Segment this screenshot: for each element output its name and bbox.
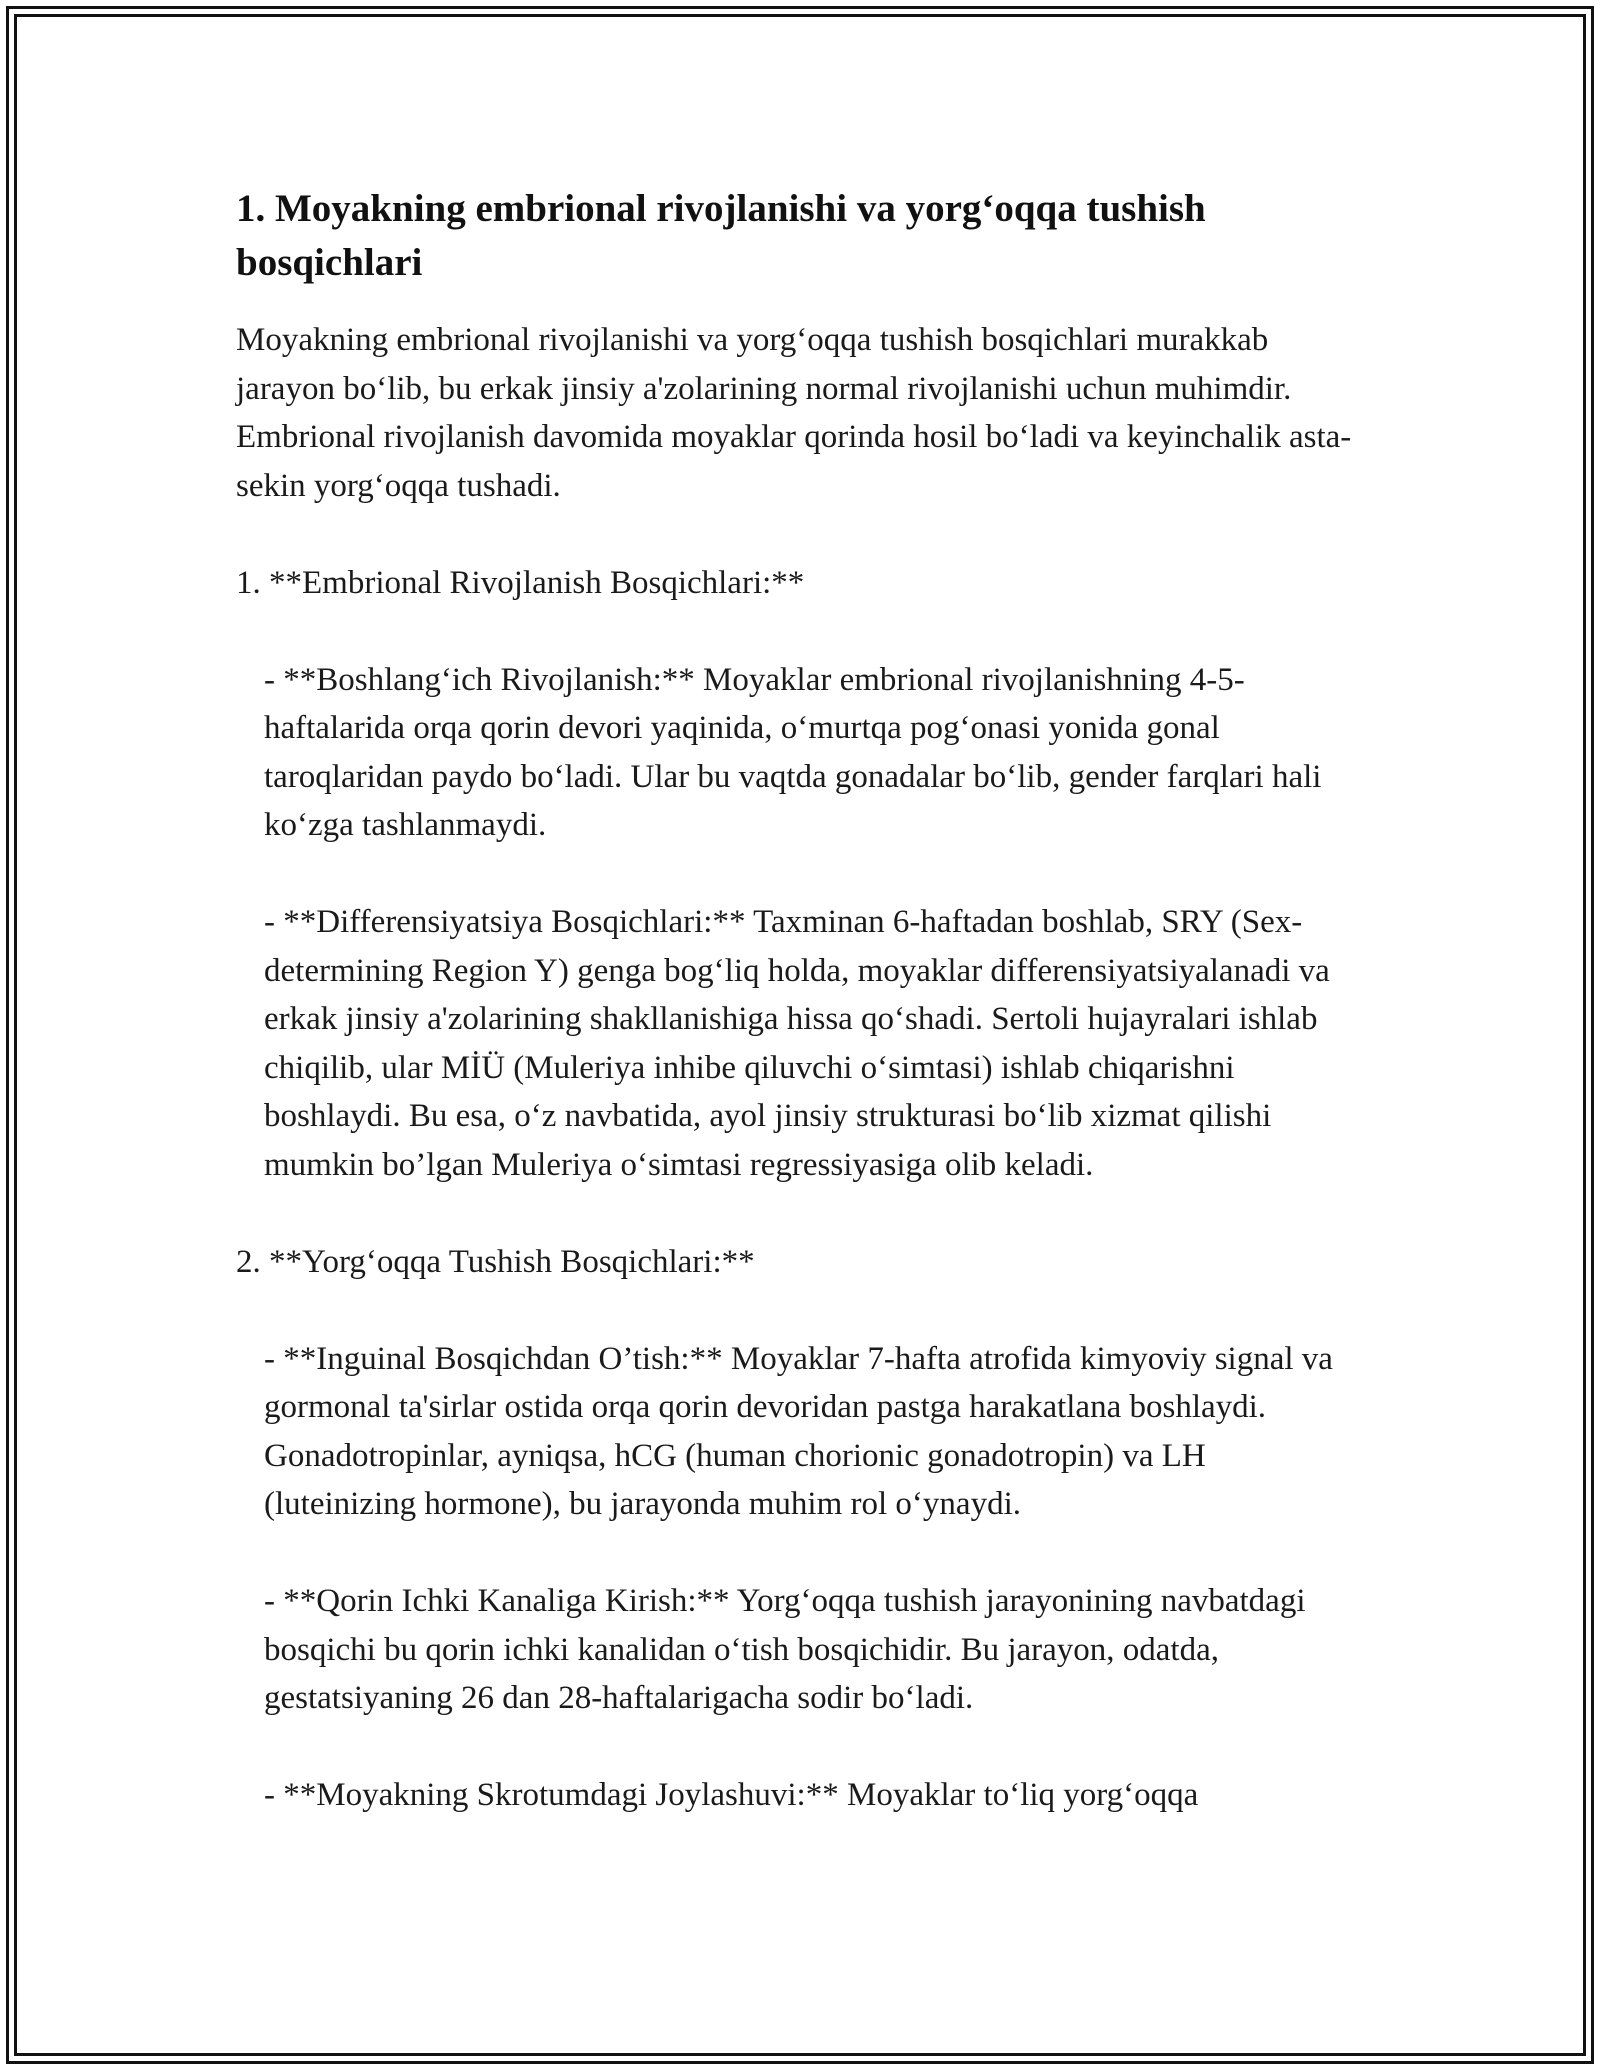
section-2-heading: 2. **Yorg‘oqqa Tushish Bosqichlari:** xyxy=(236,1243,755,1280)
paragraph-gap xyxy=(236,607,1366,656)
section-2-item-3: - **Moyakning Skrotumdagi Joylashuvi:** Moyaklar to‘liq yorg‘oqqa xyxy=(264,1777,1199,1813)
document-body xyxy=(236,182,1366,1820)
paragraph-gap xyxy=(236,1529,1366,1578)
section-1-heading: 1. **Embrional Rivojlanish Bosqichlari:** xyxy=(236,564,805,601)
intro-paragraph: Moyakning embrional rivojlanishi va yorg‘oqqa tushish bosqichlari murakkab jarayon bo‘lib, bu erkak jinsiy a'zolarining normal rivojlanishi uchun muhimdir. Embrional rivojlanish davomida moyaklar qorinda hosil bo‘ladi va keyinchalik asta-sekin yorg‘oqqa tushadi. xyxy=(236,322,1352,504)
paragraph-gap xyxy=(236,850,1366,899)
section-2-item-2: - **Qorin Ichki Kanaliga Kirish:** Yorg‘oqqa tushish jarayonining navbatdagi bosqichi bu qorin ichki kanalidan o‘tish bosqichidir. Bu jarayon, odatda, gestatsiyaning 26 dan 28-haftalarigacha sodir bo‘ladi. xyxy=(264,1583,1306,1716)
section-1-item-2: - **Differensiyatsiya Bosqichlari:** Taxminan 6-haftadan boshlab, SRY (Sex-determining Region Y) genga bog‘liq holda, moyaklar differensiyatsiyalanadi va erkak jinsiy a'zolarining shakllanishiga hissa qo‘shadi. Sertoli hujayralari ishlab chiqilib, ular MİÜ (Muleriya inhibe qiluvchi o‘simtasi) ishlab chiqarishni boshlaydi. Bu esa, o‘z navbatida, ayol jinsiy strukturasi bo‘lib xizmat qilishi mumkin bo’lgan Muleriya o‘simtasi regressiyasiga olib keladi. xyxy=(264,904,1330,1183)
paragraph-gap xyxy=(236,1723,1366,1772)
paragraph-gap xyxy=(236,1189,1366,1238)
document-title: 1. Moyakning embrional rivojlanishi va yorg‘oqqa tushish bosqichlari xyxy=(236,187,1206,284)
section-2-item-1: - **Inguinal Bosqichdan O’tish:** Moyaklar 7-hafta atrofida kimyoviy signal va gormonal ta'sirlar ostida orqa qorin devoridan pastga harakatlana boshlaydi. Gonadotropinlar, ayniqsa, hCG (human chorionic gonadotropin) va LH (luteinizing hormone), bu jarayonda muhim rol o‘ynaydi. xyxy=(264,1340,1333,1522)
paragraph-gap xyxy=(236,510,1366,559)
section-1-item-1: - **Boshlang‘ich Rivojlanish:** Moyaklar embrional rivojlanishning 4-5-haftalarida orqa qorin devori yaqinida, o‘murtqa pog‘onasi yonida gonal taroqlaridan paydo bo‘ladi. Ular bu vaqtda gonadalar bo‘lib, gender farqlari hali ko‘zga tashlanmaydi. xyxy=(264,661,1322,843)
paragraph-gap xyxy=(236,1286,1366,1335)
